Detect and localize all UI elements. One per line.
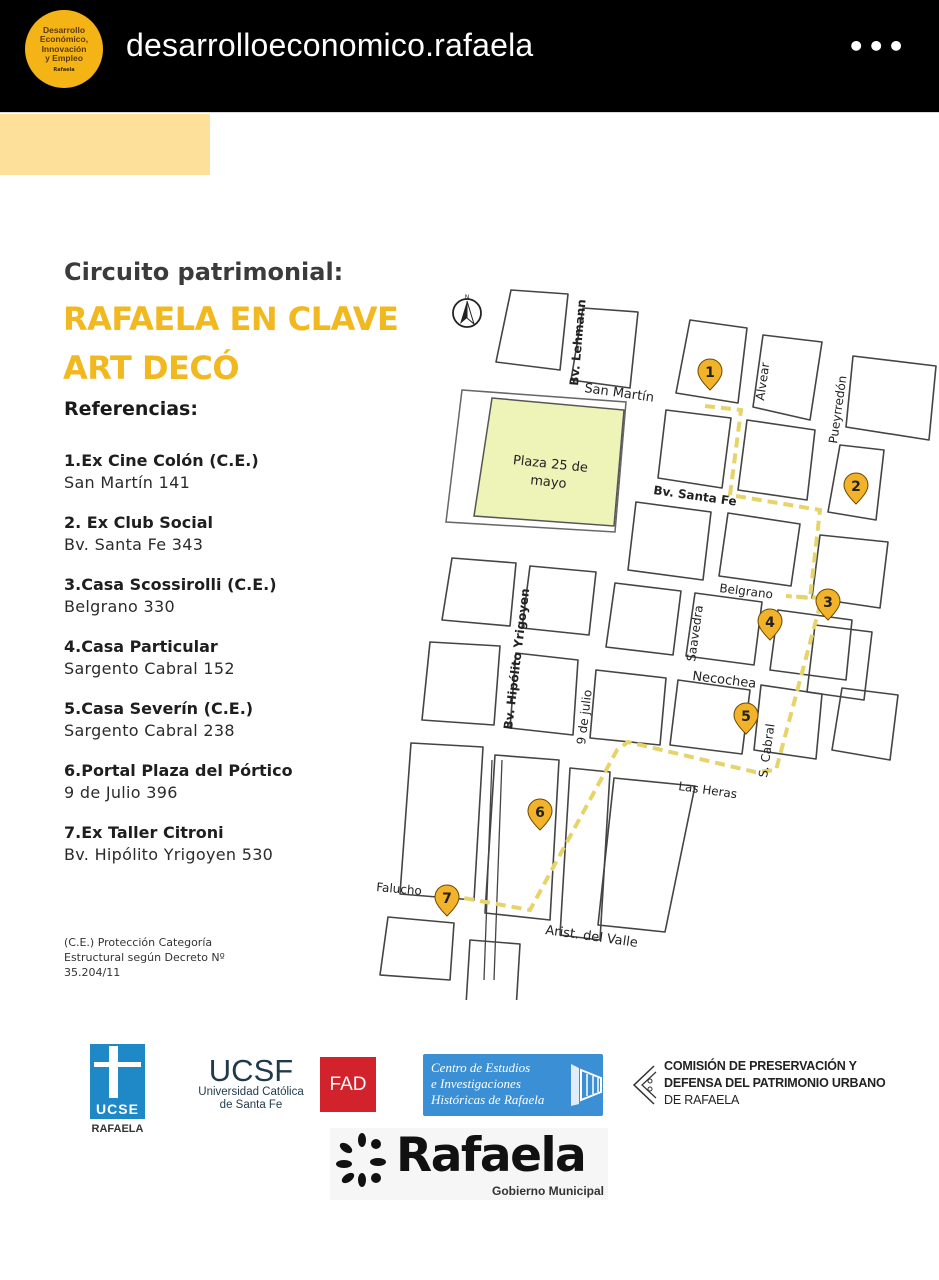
avatar-text-line: Desarrollo: [42, 24, 86, 35]
post-subtitle: Circuito patrimonial:: [64, 258, 344, 286]
street-label: Falucho: [375, 880, 423, 898]
reference-name: 3.Casa Scossirolli (C.E.): [64, 575, 277, 594]
street-label: Pueyrredón: [826, 374, 850, 445]
fad-logo: FAD: [320, 1057, 376, 1112]
reference-item: [64, 698, 364, 742]
svg-text:7: 7: [442, 891, 452, 907]
post-title-line-2: ART DECÓ: [63, 349, 240, 387]
svg-text:1: 1: [705, 365, 715, 381]
street-label: 9 de julio: [574, 688, 595, 746]
references-heading: Referencias:: [64, 398, 198, 420]
account-username[interactable]: desarrolloeconomico.rafaela: [126, 27, 534, 63]
reference-address: Bv. Santa Fe 343: [64, 535, 204, 554]
plaza-25-de-mayo: [446, 390, 626, 532]
sponsor-logos: [0, 1030, 939, 1210]
rafaela-municipal-logo: Rafaela Gobierno Municipal: [330, 1128, 608, 1200]
protection-note: [64, 935, 284, 980]
svg-text:3: 3: [823, 595, 833, 611]
book-icon: [569, 1062, 603, 1108]
reference-address: Sargento Cabral 152: [64, 659, 235, 678]
reference-address: Belgrano 330: [64, 597, 175, 616]
post-title-line-1: RAFAELA EN CLAVE: [63, 300, 399, 338]
reference-item: [64, 760, 364, 804]
more-options-icon[interactable]: •••: [847, 30, 907, 63]
street-label: Belgrano: [718, 581, 774, 602]
city-blocks: [380, 290, 936, 1000]
street-label: Bv. Santa Fe: [652, 483, 738, 509]
heritage-route-map: [370, 280, 939, 1000]
ucse-logo: UCSE: [90, 1044, 145, 1119]
post-title: [63, 295, 398, 393]
note-line: 35.204/11: [64, 966, 121, 979]
street-label: Saavedra: [684, 604, 706, 663]
street-label: S. Cabral: [756, 722, 778, 779]
ucse-caption: RAFAELA: [91, 1123, 144, 1135]
note-line: Estructural según Decreto Nº: [64, 951, 225, 964]
avatar-text-line: Económico,: [39, 34, 89, 44]
svg-text:2: 2: [851, 479, 861, 495]
ceihr-logo: Centro de Estudios e Investigaciones Históricas de Rafaela: [423, 1054, 603, 1116]
reference-item: [64, 574, 364, 618]
reference-name: 7.Ex Taller Citroni: [64, 823, 224, 842]
compass-icon: [453, 294, 481, 327]
street-label: San Martín: [583, 381, 655, 406]
ucsf-logo: UCSF Universidad Católica de Santa Fe: [198, 1053, 304, 1111]
svg-text:N: N: [464, 294, 470, 301]
street-label: Bv. Hipólito Yrigoyen: [501, 587, 533, 731]
map-marker-1[interactable]: [698, 359, 722, 390]
map-marker-4[interactable]: [758, 609, 782, 640]
reference-item: [64, 822, 364, 866]
street-label: Bv. Lehmann: [567, 298, 589, 387]
reference-name: 4.Casa Particular: [64, 637, 218, 656]
svg-text:4: 4: [765, 615, 775, 631]
reference-name: 2. Ex Club Social: [64, 513, 214, 532]
comision-preservacion-logo: COMISIÓN DE PRESERVACIÓN Y DEFENSA DEL PATRIMONIO URBANO DE RAFAELA: [630, 1058, 890, 1118]
reference-address: San Martín 141: [64, 473, 191, 492]
reference-name: 5.Casa Severín (C.E.): [64, 699, 254, 718]
reference-item: [64, 450, 364, 494]
reference-item: [64, 636, 364, 680]
avatar-text-line: y Empleo: [45, 53, 83, 63]
street-label: Las Heras: [677, 779, 739, 802]
reference-address: Bv. Hipólito Yrigoyen 530: [64, 845, 274, 864]
plaza-label: mayo: [529, 473, 568, 492]
references-list: [64, 450, 364, 884]
street-label: Necochea: [691, 669, 758, 692]
reference-name: 1.Ex Cine Colón (C.E.): [64, 451, 259, 470]
reference-item: [64, 512, 364, 556]
map-marker-5[interactable]: [734, 703, 758, 734]
note-line: (C.E.) Protección Categoría: [64, 936, 213, 949]
street-label: Arist. del Valle: [544, 923, 639, 951]
map-marker-7[interactable]: [435, 885, 459, 916]
street-label: Alvear: [753, 361, 773, 402]
post-header: [0, 0, 939, 113]
map-marker-2[interactable]: [844, 473, 868, 504]
avatar-mini-logo: Rafaela: [53, 66, 75, 73]
svg-text:6: 6: [535, 805, 545, 821]
svg-text:5: 5: [741, 709, 751, 725]
decorative-accent-block: [0, 114, 210, 175]
rafaela-flower-icon: [332, 1132, 392, 1188]
reference-name: 6.Portal Plaza del Pórtico: [64, 761, 293, 780]
reference-address: Sargento Cabral 238: [64, 721, 235, 740]
plaza-label: Plaza 25 de: [512, 453, 589, 476]
reference-address: 9 de Julio 396: [64, 783, 178, 802]
map-marker-6[interactable]: [528, 799, 552, 830]
avatar-text-line: Innovación: [41, 43, 87, 54]
avatar[interactable]: [25, 10, 103, 88]
heritage-building-icon: [630, 1064, 660, 1106]
